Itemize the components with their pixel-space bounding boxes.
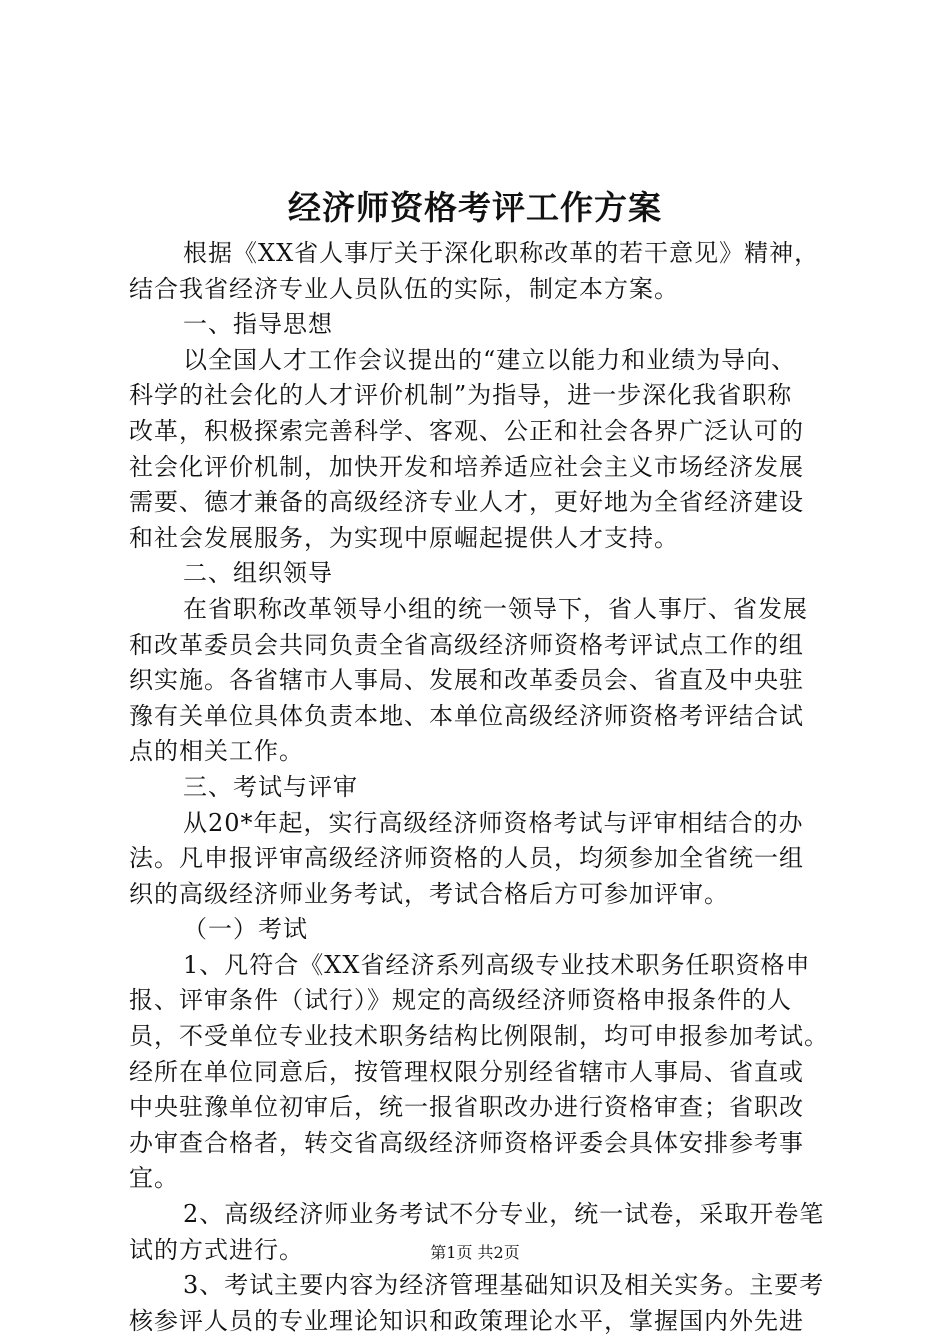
body-line: 经所在单位同意后，按管理权限分别经省辖市人事局、省直或 — [129, 1057, 804, 1086]
body-line: 在省职称改革领导小组的统一领导下，省人事厅、省发展 — [183, 594, 808, 623]
body-line: 根据《XX省人事厅关于深化职称改革的若干意见》精神， — [183, 239, 820, 267]
body-line: 试的方式进行。 — [129, 1235, 304, 1264]
body-line: 和改革委员会共同负责全省高级经济师资格考评试点工作的组 — [129, 630, 804, 659]
body-line: 科学的社会化的人才评价机制”为指导，进一步深化我省职称 — [129, 381, 793, 410]
body-line: 员，不受单位专业技术职务结构比例限制，均可申报参加考试。 — [129, 1022, 829, 1051]
body-line: 三、考试与评审 — [183, 772, 358, 801]
body-line: 中央驻豫单位初审后，统一报省职改办进行资格审查；省职改 — [129, 1093, 804, 1122]
body-line: （一）考试 — [183, 915, 308, 944]
body-line: 1、凡符合《XX省经济系列高级专业技术职务任职资格申 — [183, 950, 811, 979]
body-line: 报、评审条件（试行）》规定的高级经济师资格申报条件的人 — [129, 986, 792, 1015]
body-line: 从20*年起，实行高级经济师资格考试与评审相结合的办 — [183, 808, 804, 837]
body-line: 宜。 — [129, 1164, 179, 1193]
body-line: 点的相关工作。 — [129, 737, 304, 766]
body-line: 织实施。各省辖市人事局、发展和改革委员会、省直及中央驻 — [129, 666, 804, 695]
body-line: 二、组织领导 — [183, 559, 333, 588]
page-footer: 第1页 共2页 — [430, 1243, 520, 1262]
body-line: 2、高级经济师业务考试不分专业，统一试卷，采取开卷笔 — [183, 1200, 825, 1229]
body-line: 结合我省经济专业人员队伍的实际，制定本方案。 — [129, 274, 679, 303]
document-title: 经济师资格考评工作方案 — [288, 188, 662, 227]
body-line: 以全国人才工作会议提出的“建立以能力和业绩为导向、 — [183, 345, 797, 374]
body-line: 一、指导思想 — [183, 310, 333, 339]
body-line: 3、考试主要内容为经济管理基础知识及相关实务。主要考 — [183, 1271, 825, 1300]
body-line: 办审查合格者，转交省高级经济师资格评委会具体安排参考事 — [129, 1128, 804, 1157]
document-body — [129, 236, 837, 1339]
body-line: 需要、德才兼备的高级经济专业人才，更好地为全省经济建设 — [129, 488, 804, 517]
body-line: 法。凡申报评审高级经济师资格的人员，均须参加全省统一组 — [129, 844, 804, 873]
body-line: 和社会发展服务，为实现中原崛起提供人才支持。 — [129, 523, 679, 552]
body-line: 改革，积极探索完善科学、客观、公正和社会各界广泛认可的 — [129, 416, 804, 445]
body-line: 豫有关单位具体负责本地、本单位高级经济师资格考评结合试 — [129, 701, 804, 730]
body-line: 社会化评价机制，加快开发和培养适应社会主义市场经济发展 — [129, 452, 804, 481]
body-line: 织的高级经济师业务考试，考试合格后方可参加评审。 — [129, 879, 729, 908]
body-line: 核参评人员的专业理论知识和政策理论水平，掌握国内外先进 — [129, 1306, 804, 1335]
